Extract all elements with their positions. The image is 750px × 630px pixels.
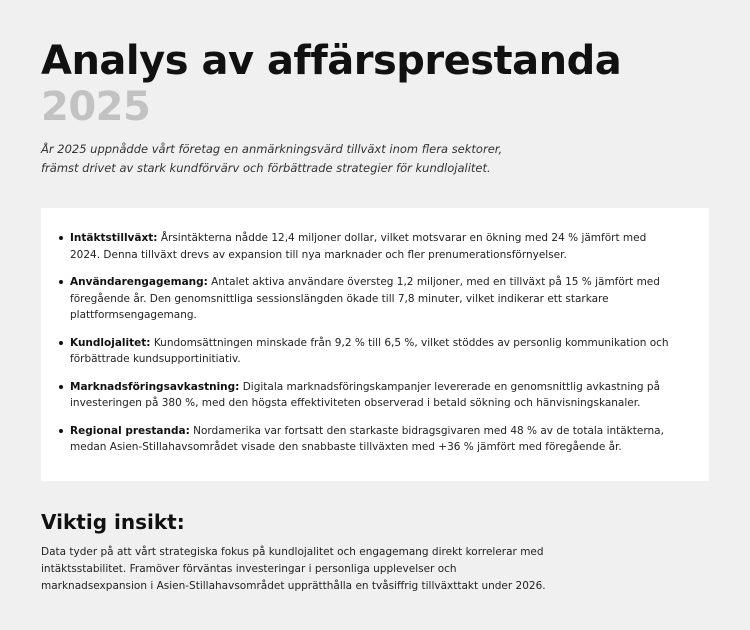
bullet-icon [59,429,63,433]
insight-heading: Viktig insikt: [41,510,185,534]
insight-paragraph: Data tyder på att vårt strategiska fokus på kundlojalitet och engagemang direkt korrelerar med intäktsstabilitet. Framöver förväntas investeringar i personliga upplevelser och marknadsexpansion i Asien-Stillahavsområdet upprätthålla en tvåsiffrig tillväxttakt under 2026. [41,546,546,592]
bullet-icon [59,385,63,389]
page-subtitle: År 2025 uppnådde vårt företag en anmärkningsvärd tillväxt inom flera sektorer, främst drivet av stark kundförvärv och förbättrade strategier för kundlojalitet. [41,142,503,175]
highlight-label: Intäktstillväxt: [70,232,158,244]
list-item [61,379,679,412]
list-item [61,230,679,263]
list-item [61,274,679,324]
highlight-label: Användarengagemang: [70,276,208,288]
highlight-text: Årsintäkterna nådde 12,4 miljoner dollar, vilket motsvarar en ökning med 24 % jämfört med 2024. Denna tillväxt drevs av expansion till nya marknader och fler prenumerationsförnyelser. [70,232,647,261]
bullet-icon [59,236,63,240]
highlight-label: Kundlojalitet: [70,336,151,349]
highlight-text: Digitala marknadsföringskampanjer levererade en genomsnittlig avkastning på investeringen på 380 %, med den högsta effektiviteten observerad i betald sökning och hänvisningskanaler. [70,380,661,409]
highlights-card [41,208,709,481]
highlight-text: Nordamerika var fortsatt den starkaste bidragsgivaren med 48 % av de totala intäkterna, medan Asien-Stillahavsområdet visade den snabbaste tillväxten med +36 % jämfört med föregående år. [70,424,664,453]
highlight-text: Antalet aktiva användare översteg 1,2 miljoner, med en tillväxt på 15 % jämfört med föregående år. Den genomsnittliga sessionslängden ökade till 7,8 minuter, vilket indikerar ett starkare plattformsengagemang. [70,276,660,321]
list-item [61,423,679,456]
highlight-label: Marknadsföringsavkastning: [70,380,240,393]
page-title-main: Analys av affärsprestanda [41,38,622,84]
highlight-label: Regional prestanda: [70,424,190,437]
bullet-icon [59,341,63,345]
page-title [41,38,681,130]
list-item [61,335,679,368]
highlight-text: Kundomsättningen minskade från 9,2 % till 6,5 %, vilket stöddes av personlig kommunikation och förbättrade kundsupportinitiativ. [70,336,669,365]
page-title-year: 2025 [41,84,151,130]
highlights-list [61,230,679,456]
bullet-icon [59,280,63,284]
